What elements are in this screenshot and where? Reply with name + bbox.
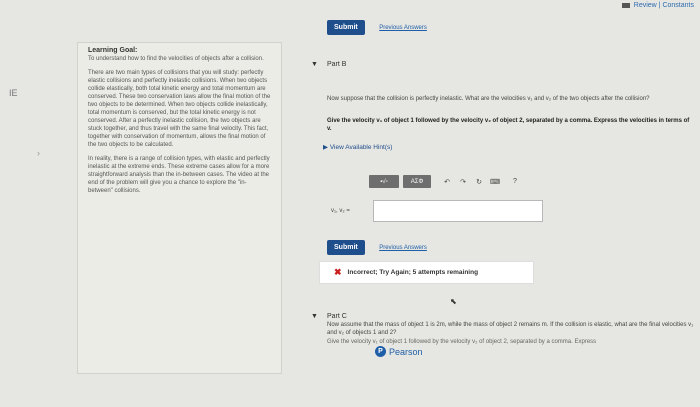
answer-input[interactable]	[373, 200, 543, 222]
keyboard-icon[interactable]: ⌨	[489, 178, 501, 186]
part-b-title[interactable]: Part B	[327, 61, 347, 68]
mouse-cursor-icon: ⬉	[450, 297, 457, 306]
view-hints-link[interactable]	[323, 143, 392, 151]
learning-goal-intro: To understand how to find the velocities of objects after a collision.	[88, 56, 264, 62]
answer-row	[331, 200, 543, 222]
part-b-question: Now suppose that the collision is perfectly inelastic. What are the velocities v₁ and v₂ of the two objects after the collision?	[327, 96, 650, 102]
incorrect-x-icon: ✖	[334, 267, 342, 277]
redo-icon[interactable]: ↷	[460, 178, 466, 186]
header-links	[622, 2, 694, 9]
pearson-logo	[375, 346, 423, 357]
hint-expand-icon: ▶	[323, 144, 328, 151]
chevron-right-icon[interactable]: ›	[37, 148, 40, 158]
reset-icon[interactable]: ↻	[476, 178, 482, 186]
previous-answers-link-part-a[interactable]: Previous Answers	[379, 25, 427, 31]
part-b-actions	[327, 236, 427, 255]
answer-label: v₁, v₂ =	[331, 208, 350, 214]
pearson-mark-icon: P	[375, 346, 386, 357]
left-edge-label: IE	[9, 88, 18, 98]
part-c-collapse-icon[interactable]: ▼	[311, 313, 318, 320]
template-button[interactable]: ▪√▫	[369, 175, 399, 188]
submit-button[interactable]: Submit	[327, 240, 365, 255]
help-icon[interactable]: ?	[513, 178, 517, 185]
review-icon	[622, 3, 630, 8]
greek-symbols-button[interactable]: ΑΣΦ	[403, 175, 431, 188]
submit-button-part-a[interactable]: Submit	[327, 20, 365, 35]
learning-goal-panel	[77, 42, 282, 374]
undo-icon[interactable]: ↶	[444, 178, 450, 186]
review-link[interactable]: Review	[633, 2, 657, 9]
part-b-instruction: Give the velocity v₁ of object 1 followed by the velocity v₂ of object 2, separated by a comma. Express the velocities in terms of v.	[327, 118, 690, 132]
learning-goal-paragraph-2: In reality, there is a range of collision types, with elastic and perfectly inelastic at the extreme ends. These extreme cases allow for a more straightforward analysis than the in-between cases. The video at the end of the problem will give you a chance to explore the "in-between" collisions.	[88, 156, 270, 194]
learning-goal-heading: Learning Goal:	[88, 47, 138, 54]
part-c-instruction-cut: Give the velocity v₁ of object 1 followed by the velocity v₂ of object 2, separated by a comma. Express	[327, 339, 597, 345]
pearson-wordmark: Pearson	[389, 346, 423, 357]
part-c-title[interactable]: Part C	[327, 313, 347, 320]
feedback-text: Incorrect; Try Again; 5 attempts remaining	[347, 269, 479, 276]
constants-link[interactable]: Constants	[662, 2, 694, 9]
part-b-collapse-icon[interactable]: ▼	[311, 61, 318, 68]
feedback-box	[319, 261, 534, 284]
hint-label: View Available Hint(s)	[329, 144, 393, 151]
part-c-question: Now assume that the mass of object 1 is 2m, while the mass of object 2 remains m. If the collision is elastic, what are the final velocities v₁ and v₂ of objects 1 and 2?	[327, 322, 694, 336]
learning-goal-paragraph-1: There are two main types of collisions that you will study: perfectly elastic collisions and perfectly inelastic collisions. When two objects collide elastically, both total kinetic energy and total momentum are conserved. These two conservation laws allow the final motion of the two objects to be determined. When two objects collide inelastically, total momentum is conserved, but the total kinetic energy is not conserved. After a perfectly inelastic collision, the two objects are stuck together, and thus travel with the same final velocity. This fact, together with conservation of momentum, allows the final motion of the two objects to be calculated.	[88, 70, 271, 148]
math-toolbar	[369, 173, 537, 190]
separator: |	[658, 2, 661, 9]
previous-answers-link[interactable]: Previous Answers	[379, 245, 427, 251]
part-a-actions	[327, 16, 427, 35]
